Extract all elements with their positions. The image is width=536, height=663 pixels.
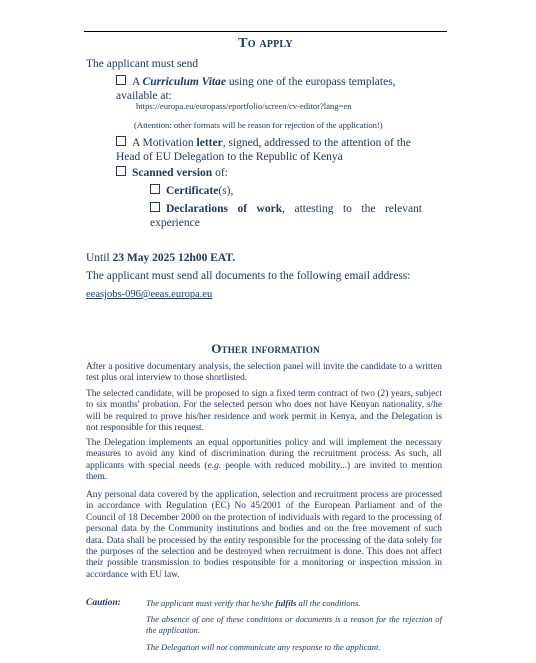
scanned-version-item: Scanned version of: xyxy=(116,166,228,180)
selection-paragraph: After a positive documentary analysis, the selection panel will invite the candidate to a written test plus oral interview to those shortlisted. xyxy=(86,362,442,384)
caution-line-1: The applicant must verify that he/she fulfils all the conditions. xyxy=(146,598,361,608)
contract-paragraph: The selected candidate, will be proposed to sign a fixed term contract of two (2) years, subject to six months' probation. For the selected person who does not have Kenyan nationality, s/he will be required to prove his/her residence and work permit in Kenya, and the Delegation is not responsible for this request. xyxy=(86,389,442,434)
caution-line-3: The Delegation will not communicate any response to the applicant. xyxy=(146,642,381,652)
personal-data-paragraph: Any personal data covered by the application, selection and recruitment process are processed in accordance with Regulation (EC) No 45/2001 of the European Parliament and of the Council of 18 December 2000 on the protection of individuals with regard to the processing of personal data by the Community institutions and bodies and on the free movement of such data. Data shall be processed by the entity responsible for the processing of the data solely for the purposes of the selection and be destroyed when recruitment is done. This does not affect their possible transmission to bodies responsible for a monitoring or inspection mission in accordance with EU law. xyxy=(86,490,442,580)
certificate-item: Certificate(s), xyxy=(150,184,233,198)
checkbox-icon xyxy=(116,136,126,146)
checkbox-icon xyxy=(150,202,160,212)
cv-item: A Curriculum Vitae using one of the europass templates, available at: xyxy=(116,76,396,102)
apply-intro: The applicant must send xyxy=(86,58,199,70)
format-note: (Attention: other formats will be reason for rejection of the application!) xyxy=(134,120,383,130)
to-apply-heading: To apply xyxy=(238,36,293,51)
deadline: Until 23 May 2025 12h00 EAT. xyxy=(86,252,236,264)
other-information-heading: Other information xyxy=(211,341,320,356)
checkbox-icon xyxy=(116,75,126,85)
checkbox-icon xyxy=(116,166,126,176)
checkbox-icon xyxy=(150,184,160,194)
application-email-link[interactable]: eeasjobs-096@eeas.europa.eu xyxy=(86,289,213,300)
motivation-letter-item: A Motivation letter, signed, addressed to the attention of the Head of EU Delegation to the Republic of Kenya xyxy=(116,137,411,163)
equal-opportunities-paragraph: The Delegation implements an equal opportunities policy and will implement the necessary measures to avoid any kind of discrimination during the recruitment process. As such, all applicants with special needs (e.g. people with reduced mobility...) are invited to mention them. xyxy=(86,438,443,483)
email-intro: The applicant must send all documents to the following email address: xyxy=(86,270,411,282)
top-rule xyxy=(84,31,447,32)
caution-label: Caution: xyxy=(86,598,121,608)
declarations-item: Declarations of work, attesting to the relevant experience xyxy=(150,203,422,229)
europass-link[interactable]: https://europa.eu/europass/eportfolio/screen/cv-editor?lang=en xyxy=(136,101,352,111)
caution-line-2: The absence of one of these conditions or documents is a reason for the rejection of the application. xyxy=(146,614,442,635)
